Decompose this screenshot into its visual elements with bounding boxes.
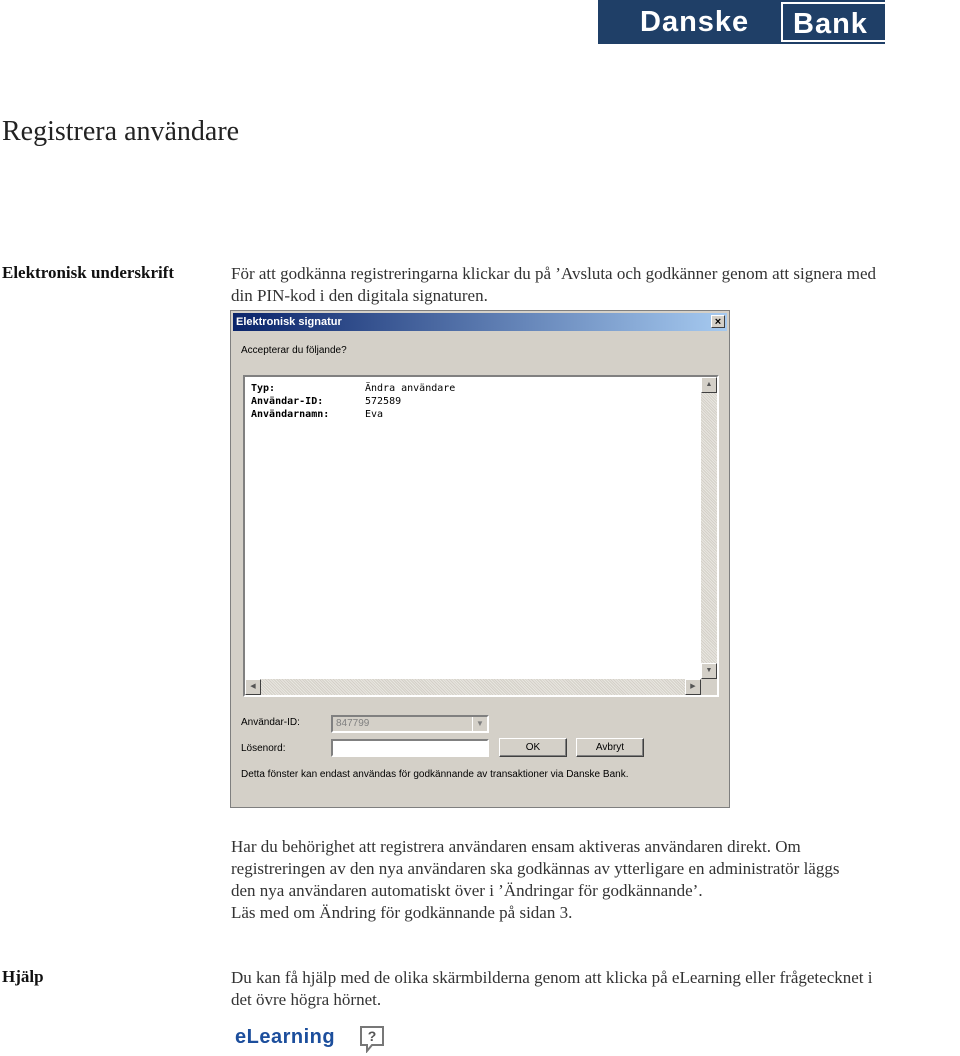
page-title: Registrera användare: [2, 116, 240, 147]
scrollbar-corner: [701, 679, 717, 695]
signature-intro-line-1: För att godkänna registreringarna klickar du på ’Avsluta och godkänner genom att signera med: [231, 264, 877, 283]
user-id-select[interactable]: [331, 715, 489, 733]
scroll-right-icon[interactable]: ▶: [685, 679, 701, 695]
detail-key: Typ:: [251, 383, 276, 394]
help-question-icon[interactable]: [359, 1025, 385, 1053]
detail-row: [251, 382, 455, 395]
detail-value: Ändra användare: [365, 383, 456, 394]
detail-value: Eva: [365, 409, 384, 420]
dialog-note: Detta fönster kan endast användas för godkännande av transaktioner via Danske Bank.: [241, 769, 629, 780]
scroll-left-icon[interactable]: ◀: [245, 679, 261, 695]
scroll-up-icon[interactable]: ▲: [701, 377, 717, 393]
transaction-details-box: [243, 375, 719, 697]
transaction-details: [251, 382, 455, 421]
signature-section-label: Elektronisk underskrift: [2, 263, 175, 282]
logo-word-danske: Danske: [640, 5, 750, 38]
scroll-down-icon[interactable]: ▼: [701, 663, 717, 679]
activation-info-line-3: den nya användaren automatiskt över i ’Ändringar för godkännande’.: [231, 881, 703, 900]
logo-word-bank: Bank: [781, 2, 885, 42]
detail-row: [251, 395, 455, 408]
activation-info-line-1: Har du behörighet att registrera användaren ensam aktiveras användaren direkt. Om: [231, 837, 801, 856]
help-question-glyph: ?: [367, 1028, 377, 1044]
cancel-button[interactable]: Avbryt: [576, 738, 644, 757]
dialog-title: Elektronisk signatur: [236, 316, 342, 328]
detail-key: Användarnamn:: [251, 409, 330, 420]
close-icon[interactable]: ×: [711, 315, 725, 328]
help-text-line-1: Du kan få hjälp med de olika skärmbilderna genom att klicka på eLearning eller frågetecknet i: [231, 968, 873, 987]
user-id-value: 847799: [336, 718, 370, 729]
user-id-label: Användar-ID:: [241, 717, 300, 728]
danske-bank-logo: [598, 0, 885, 44]
horizontal-scrollbar[interactable]: [245, 679, 701, 695]
password-label: Lösenord:: [241, 743, 286, 754]
dialog-titlebar[interactable]: [233, 313, 727, 331]
detail-key: Användar-ID:: [251, 396, 324, 407]
help-text: [231, 967, 959, 1011]
vertical-scrollbar[interactable]: [701, 377, 717, 679]
signature-intro: [231, 263, 959, 307]
activation-info: [231, 836, 959, 924]
dialog-question: Accepterar du följande?: [241, 345, 347, 356]
help-text-line-2: det övre högra hörnet.: [231, 990, 382, 1009]
detail-row: [251, 408, 455, 421]
help-section-label: Hjälp: [2, 967, 44, 986]
chevron-down-icon[interactable]: ▼: [472, 717, 487, 731]
signature-intro-line-2: din PIN-kod i den digitala signaturen.: [231, 286, 488, 305]
activation-info-line-4: Läs med om Ändring för godkännande på sidan 3.: [231, 903, 573, 922]
ok-button[interactable]: OK: [499, 738, 567, 757]
detail-value: 572589: [365, 396, 402, 407]
signature-dialog: [230, 310, 730, 808]
password-input[interactable]: [331, 739, 489, 757]
elearning-link[interactable]: eLearning: [235, 1026, 336, 1048]
activation-info-line-2: registreringen av den nya användaren ska godkännas av ytterligare en administratör läggs: [231, 859, 840, 878]
